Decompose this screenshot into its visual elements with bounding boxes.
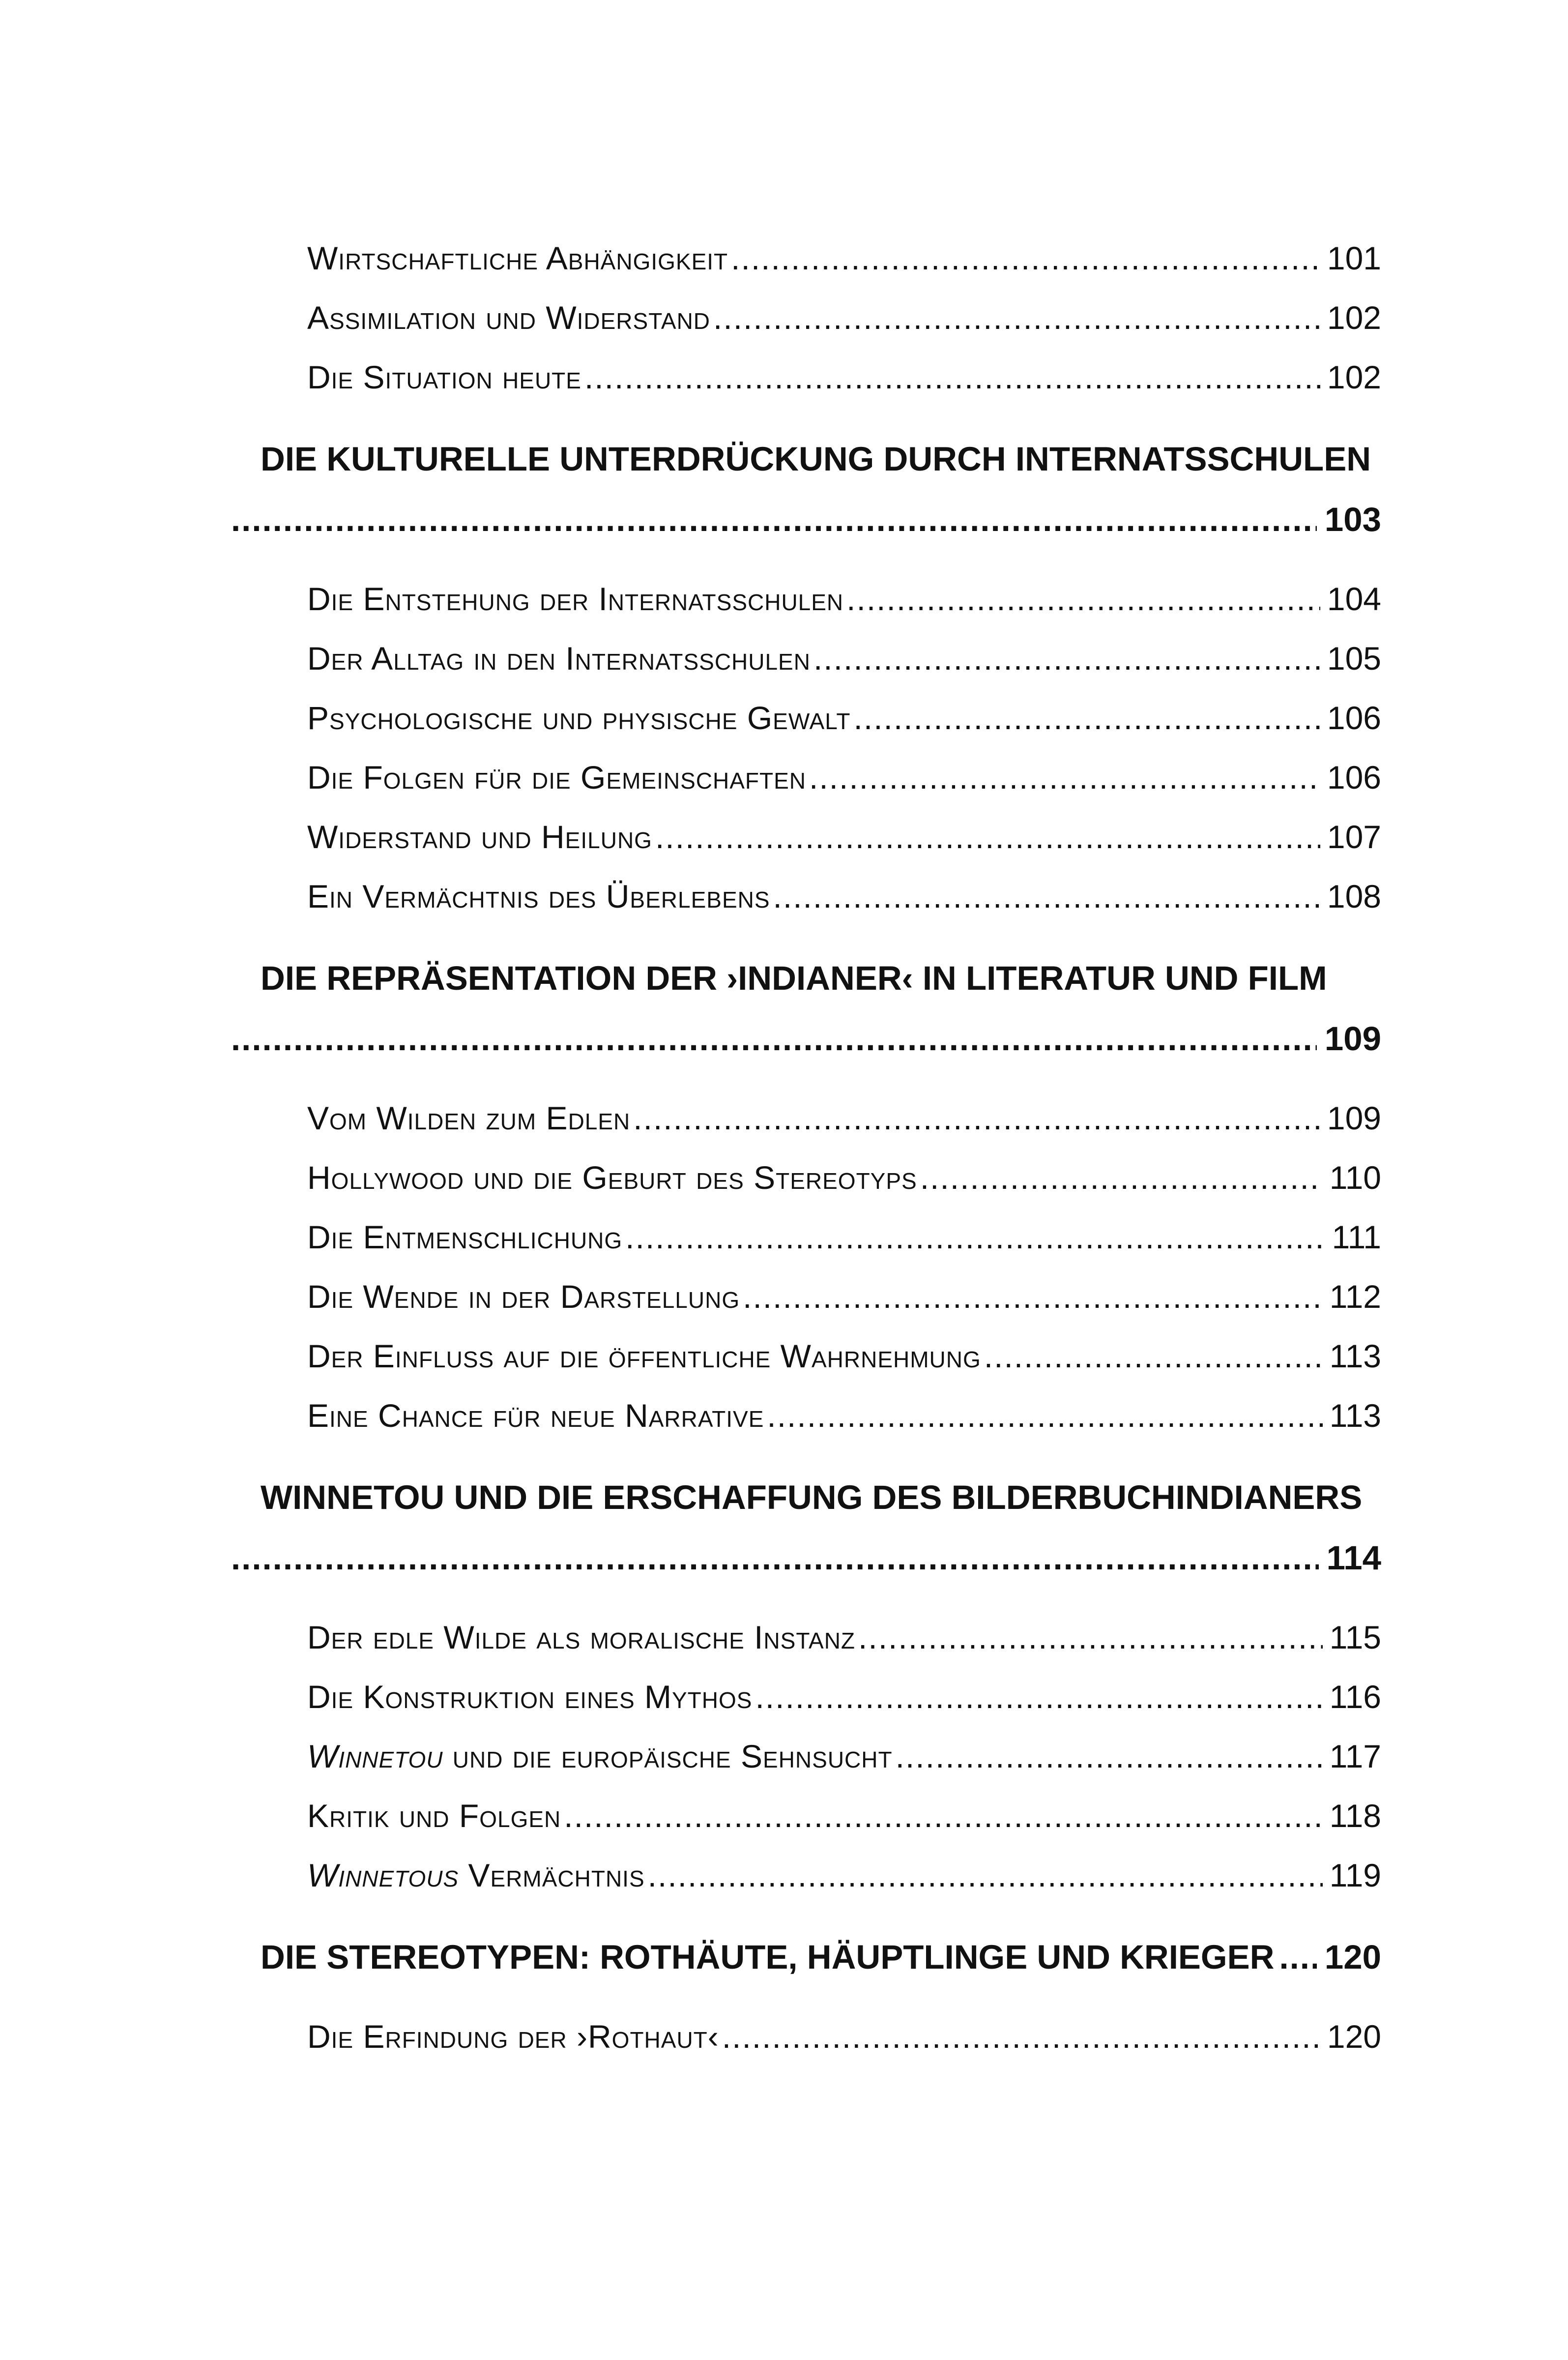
toc-entry-title: Der Alltag in den Internatsschulen [307,640,811,677]
toc-entry[interactable] [307,229,1381,288]
toc-entry-title-italic: Winnetous [307,1857,459,1893]
toc-entry-title: Wirtschaftliche Abhängigkeit [307,240,728,276]
toc-entry-page: 106 [1327,700,1381,736]
dot-leader [584,348,1320,407]
toc-entry-page: 112 [1329,1278,1381,1315]
toc-entry[interactable] [307,1846,1381,1905]
dot-leader [655,807,1320,867]
toc-entry-page: 109 [1327,1100,1381,1136]
toc-entry[interactable] [307,1667,1381,1727]
dot-leader [896,1727,1323,1786]
toc-entry-page: 119 [1329,1857,1381,1893]
toc-entry-title: Die Entmenschlichung [307,1219,623,1255]
dot-leader [773,867,1320,926]
toc-entry[interactable] [307,288,1381,348]
toc-chapter[interactable] [231,948,1381,1069]
toc-entry-page: 118 [1329,1798,1381,1834]
toc-chapter-page: 114 [1326,1539,1381,1577]
dot-leader [846,569,1320,629]
toc-entry-title: Kritik und Folgen [307,1798,561,1834]
dot-leader [767,1386,1322,1446]
toc-entry[interactable] [307,348,1381,407]
toc-entry-title: Die Wende in der Darstellung [307,1278,740,1315]
toc-entry[interactable] [307,1327,1381,1386]
toc-entry-title: Der edle Wilde als moralische Instanz [307,1619,856,1655]
toc-entry-title: Die Situation heute [307,359,581,395]
toc-entry[interactable] [307,748,1381,807]
toc-entry[interactable] [307,1148,1381,1208]
toc-entry-title: Psychologische und physische Gewalt [307,700,851,736]
dot-leader [813,629,1320,688]
toc-entry-title-rest: Vermächtnis [459,1857,645,1893]
toc-entry[interactable] [307,1267,1381,1327]
toc-entry[interactable] [307,1786,1381,1846]
toc-chapter-title: DIE REPRÄSENTATION DER ›INDIANER‹ IN LITERATUR UND FILM [261,959,1327,997]
toc-entry[interactable] [307,1089,1381,1148]
toc-entry-title: Widerstand und Heilung [307,819,652,855]
toc-entry[interactable] [307,629,1381,688]
dot-leader [633,1089,1320,1148]
toc-entry[interactable] [307,2007,1381,2066]
toc-entry[interactable] [307,688,1381,748]
toc-entry-page: 106 [1327,759,1381,796]
toc-chapter-title: WINNETOU UND DIE ERSCHAFFUNG DES BILDERBUCHINDIANERS [261,1478,1363,1516]
toc-entry-page: 102 [1327,359,1381,395]
dot-leader [731,229,1320,288]
toc-entry-title: Der Einfluss auf die öffentliche Wahrnehmung [307,1338,981,1374]
toc-chapter-page: 109 [1324,1020,1381,1058]
toc-entry-title-italic: Winnetou [307,1738,443,1774]
toc-entry-title [307,1846,645,1905]
dot-leader [743,1267,1323,1327]
table-of-contents [231,229,1381,2066]
toc-entry-page: 113 [1329,1338,1381,1374]
dot-leader [858,1608,1323,1667]
toc-chapter[interactable] [231,1467,1381,1588]
toc-entry-title: Hollywood und die Geburt des Stereotyps [307,1159,917,1196]
toc-entry-title: Die Erfindung der ›Rothaut‹ [307,2018,719,2055]
toc-entry-page: 110 [1329,1159,1381,1196]
toc-entry-page: 108 [1327,878,1381,914]
dot-leader [231,489,1317,550]
toc-entry-title: Die Konstruktion eines Mythos [307,1679,753,1715]
toc-entry-title: Eine Chance für neue Narrative [307,1397,764,1434]
toc-entry-page: 111 [1332,1219,1381,1255]
toc-entry-page: 102 [1327,299,1381,336]
toc-entry[interactable] [307,1208,1381,1267]
toc-entry-title-rest: und die europäische Sehnsucht [443,1738,893,1774]
toc-entry[interactable] [307,569,1381,629]
toc-entry[interactable] [307,1727,1381,1786]
toc-entry-page: 116 [1329,1679,1381,1715]
toc-chapter-title: DIE STEREOTYPEN: ROTHÄUTE, HÄUPTLINGE UND KRIEGER [261,1938,1275,1976]
toc-entry-page: 117 [1329,1738,1381,1774]
toc-entry-page: 113 [1329,1397,1381,1434]
dot-leader [625,1208,1325,1267]
toc-entry[interactable] [307,807,1381,867]
dot-leader [713,288,1320,348]
toc-entry-title: Assimilation und Widerstand [307,299,711,336]
toc-chapter-page: 103 [1324,501,1381,538]
dot-leader [854,688,1320,748]
dot-leader [984,1327,1323,1386]
toc-chapter-page: 120 [1324,1938,1381,1976]
toc-entry[interactable] [307,1386,1381,1446]
toc-entry[interactable] [307,1608,1381,1667]
dot-leader [231,1008,1317,1069]
toc-entry-page: 120 [1327,2018,1381,2055]
toc-entry-title: Die Folgen für die Gemeinschaften [307,759,806,796]
dot-leader [231,1528,1319,1588]
dot-leader [920,1148,1323,1208]
dot-leader [722,2007,1320,2066]
toc-entry-page: 101 [1327,240,1381,276]
toc-chapter[interactable] [231,429,1381,550]
dot-leader [564,1786,1322,1846]
toc-entry-page: 104 [1327,581,1381,617]
dot-leader [755,1667,1322,1727]
toc-entry-title: Die Entstehung der Internatsschulen [307,581,844,617]
toc-chapter[interactable] [231,1927,1381,1987]
dot-leader [1279,1927,1316,1987]
dot-leader [809,748,1320,807]
toc-entry-title [307,1727,893,1786]
toc-entry-page: 105 [1327,640,1381,677]
toc-entry-page: 115 [1329,1619,1381,1655]
toc-entry-page: 107 [1327,819,1381,855]
toc-entry-title: Vom Wilden zum Edlen [307,1100,631,1136]
toc-entry[interactable] [307,867,1381,926]
toc-chapter-title: DIE KULTURELLE UNTERDRÜCKUNG DURCH INTERNATSSCHULEN [261,440,1371,478]
dot-leader [648,1846,1323,1905]
toc-entry-title: Ein Vermächtnis des Überlebens [307,878,770,914]
